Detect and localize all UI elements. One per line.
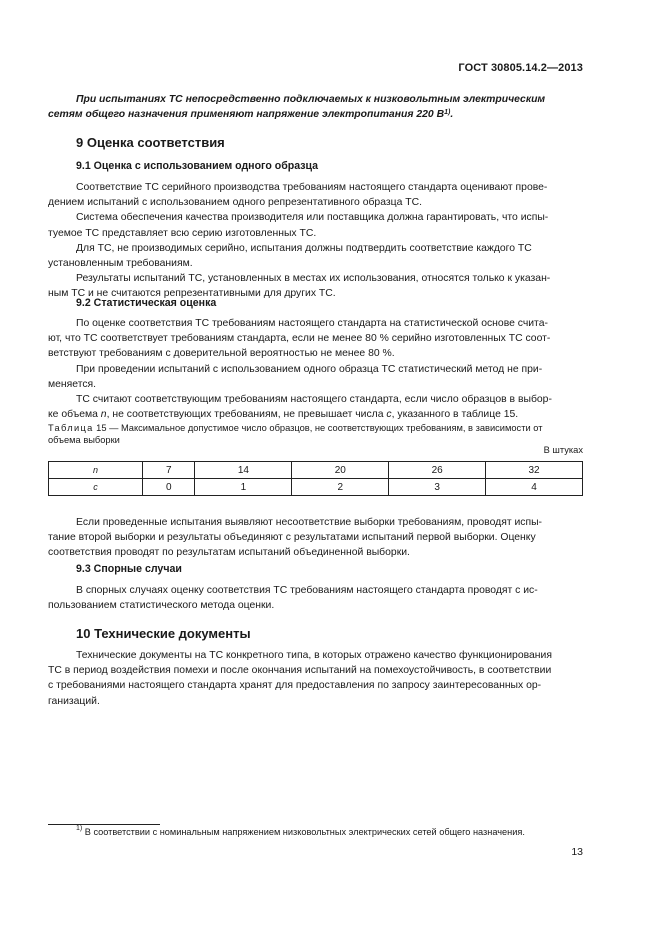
table-cell: 7 [143,462,195,479]
table-cell: 32 [486,462,583,479]
table-cell: 2 [292,479,389,496]
table-15-caption-line-1 [48,422,588,434]
s91-p4b: ным ТС и не считаются репрезентативными для других ТС. [48,288,336,300]
table-cell: 1 [195,479,292,496]
table-15-caption-line-2: объема выборки [48,435,120,445]
table-cell: 14 [195,462,292,479]
s10-p1b: ТС в период воздействия помехи и после окончания испытаний на помехоустойчивость, в соответствии [48,665,552,677]
s92-p3b [48,407,583,422]
table-cell: 3 [389,479,486,496]
intro-paragraph [48,92,583,122]
table-15-caption [48,422,588,446]
table-units: В штуках [543,445,583,455]
footnote-ref: 1) [444,109,451,117]
table-cell: 20 [292,462,389,479]
table-15 [48,461,583,496]
table-row-n [49,462,583,479]
after-table-p1a: Если проведенные испытания выявляют несоответствие выборки требованиям, проводят испы- [76,517,543,528]
section-9-2-title: 9.2 Статистическая оценка [76,297,217,309]
row-label-c: c [49,479,143,496]
table-row-c [49,479,583,496]
table-caption-text: 15 — Максимальное допустимое число образцов, не соответствующих требованиям, в зависимости от [93,423,543,433]
section-9-1-title: 9.1 Оценка с использованием одного образца [76,160,319,172]
symbol-c: c [386,409,392,421]
s91-p2b: туемое ТС представляет всю серию изготовленных ТС. [48,227,317,239]
s92-p3a: ТС считают соответствующим требованиям настоящего стандарта, если число образцов в выбор- [76,394,552,406]
section-9-2-body [48,316,583,422]
symbol-n: n [100,409,107,421]
s91-p2a: Система обеспечения качества производителя или поставщика должна гарантировать, что испы- [76,212,549,224]
table-label: Таблица [48,423,94,433]
footnote-divider [48,824,160,825]
s92-p3b-part2: , не соответствующих требованиям, не превышает числа [106,409,387,421]
intro-line-2 [48,107,583,122]
after-table-p1b: тание второй выборки и результаты объединяют с результатами испытаний первой выборки. Оценку [48,532,536,544]
s92-p3b-part1: ке объема [48,409,101,421]
s91-p4a: Результаты испытаний ТС, установленных в местах их использования, относятся только к указан- [76,273,551,285]
s91-p1b: дением испытаний с использованием одного репрезентативного образца ТС. [48,197,422,209]
s10-p1c: с требованиями настоящего стандарта хранят для предоставления по запросу заинтересованных ор- [48,680,542,692]
table-cell: 4 [486,479,583,496]
footnote-mark: 1) [76,825,83,832]
row-label-n: n [49,462,143,479]
s92-p2a: При проведении испытаний с использованием одного образца ТС статистический метод не при- [76,363,543,375]
s92-p1b: ют, что ТС соответствует требованиям стандарта, если не менее 80 % серийно изготовленных ТС соот- [48,333,551,345]
section-10-title: 10 Технические документы [76,626,251,641]
intro-line-1: При испытаниях ТС непосредственно подключаемых к низковольтным электрическим [76,94,546,105]
section-10-body [48,648,583,709]
after-table-body [48,515,583,561]
section-9-1-body [48,180,583,302]
s93-p1a: В спорных случаях оценку соответствия ТС требованиям настоящего стандарта проводят с ис- [76,585,538,596]
table-cell: 26 [389,462,486,479]
s91-p1a: Соответствие ТС серийного производства требованиям настоящего стандарта оценивают прове- [76,182,548,193]
document-number: ГОСТ 30805.14.2—2013 [458,62,583,74]
intro-tail: . [450,109,454,121]
s10-p1d: ганизаций. [48,695,100,707]
s93-p1b: пользованием статистического метода оценки. [48,600,275,612]
footnote [76,827,525,837]
section-9-title: 9 Оценка соответствия [76,135,225,150]
section-9-3-body [48,583,583,613]
footnote-text: В соответствии с номинальным напряжением низковольтных электрических сетей общего назначения. [82,827,525,837]
section-9-3-title: 9.3 Спорные случаи [76,563,182,575]
s91-p3b: установленным требованиям. [48,258,193,270]
table-cell: 0 [143,479,195,496]
s92-p3b-part3: , указанного в таблице 15. [391,409,519,421]
s92-p1a: По оценке соответствия ТС требованиям настоящего стандарта на статистической основе счита- [76,318,548,329]
s92-p1c: ветствуют требованиям с доверительной вероятностью не менее 80 %. [48,348,395,360]
s92-p2b: меняется. [48,378,97,390]
s91-p3a: Для ТС, не производимых серийно, испытания должны подтвердить соответствие каждого ТС [76,242,532,254]
page-number: 13 [571,846,583,858]
after-table-p1c: соответствия проводят по результатам испытаний объединенной выборки. [48,547,410,559]
intro-line-2-text: сетям общего назначения применяют напряжение электропитания 220 В [48,109,445,121]
s10-p1a: Технические документы на ТС конкретного типа, в которых отражено качество функционирования [76,650,552,661]
